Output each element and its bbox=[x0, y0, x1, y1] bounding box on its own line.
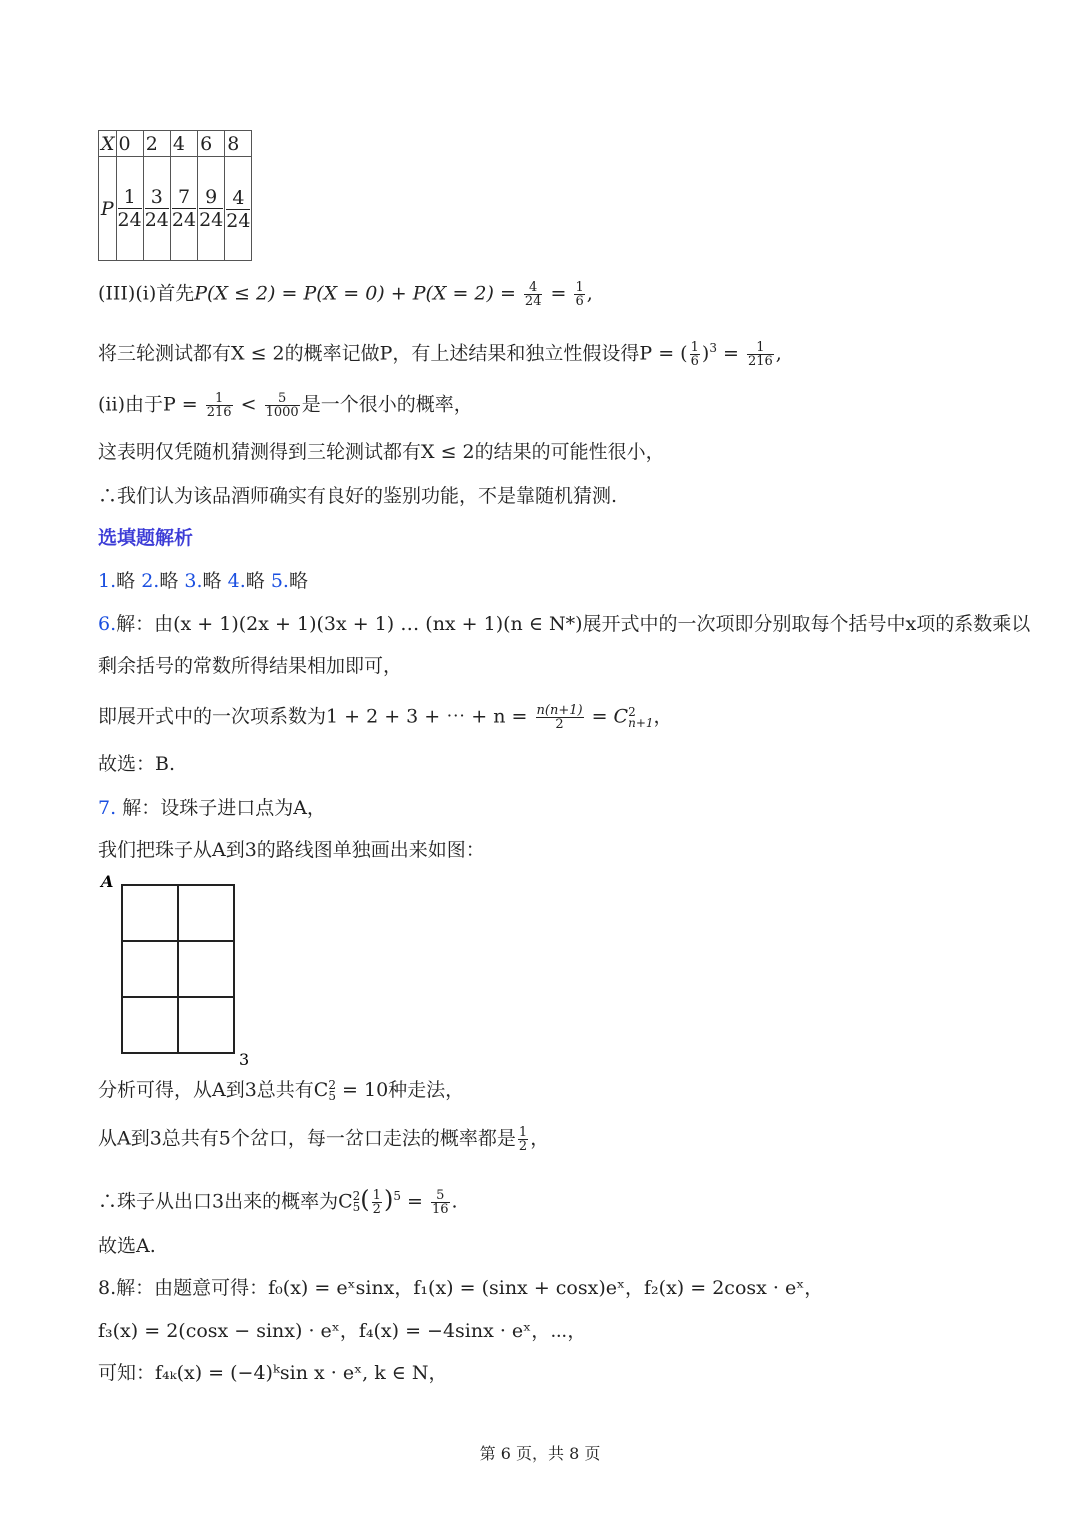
q7-answer: 故选A. bbox=[98, 1235, 156, 1257]
q6-answer: 故选：B. bbox=[98, 753, 176, 775]
table-x-value: 0 bbox=[116, 131, 143, 157]
table-p-value: $\frac{3}{24}$ bbox=[143, 157, 170, 261]
q7-line-4: 从A到3总共有5个岔口，每一岔口走法的概率都是 $\frac{1}{2}$ ， bbox=[98, 1125, 550, 1154]
table-x-value: 6 bbox=[198, 131, 225, 157]
distribution-table bbox=[98, 130, 252, 261]
q6-line-1: 6.解：由(x + 1)(2x + 1)(3x + 1) … (nx + 1)(n ∈ N*)展开式中的一次项即分别取每个括号中x项的系数乘以 bbox=[98, 613, 1031, 635]
path-grid-figure bbox=[98, 872, 258, 1072]
part3-record-line: 将三轮测试都有X ≤ 2的概率记做P，有上述结果和独立性假设得P = ( $\frac{1}{6}$ )$^3$ = $\frac{1}{216}$ , bbox=[98, 339, 782, 369]
table-p-label: P bbox=[99, 157, 117, 261]
grid-label-end: 3 bbox=[239, 1050, 250, 1069]
table-x-value: 8 bbox=[225, 131, 252, 157]
table-p-value: $\frac{1}{24}$ bbox=[116, 157, 143, 261]
table-p-value: $\frac{4}{24}$ bbox=[225, 157, 252, 261]
table-p-value: $\frac{7}{24}$ bbox=[170, 157, 197, 261]
table-row-x bbox=[99, 131, 252, 157]
q7-line-3: 分析可得，从A到3总共有C 2 5 = 10种走法， bbox=[98, 1078, 465, 1103]
page-footer: 第 6 页，共 8 页 bbox=[479, 1444, 601, 1463]
part3-conclusion-1: 这表明仅凭随机猜测得到三轮测试都有X ≤ 2的结果的可能性很小， bbox=[98, 441, 665, 463]
q7-line-1: 7. 解：设珠子进口点为A， bbox=[98, 797, 326, 819]
table-x-label: X bbox=[99, 131, 117, 157]
part3-ii-line: (ii)由于P = $\frac{1}{216}$ < $\frac{5}{1000}$ 是一个很小的概率， bbox=[98, 391, 473, 420]
section-heading: 选填题解析 bbox=[98, 527, 194, 549]
q8-line-2: f₃(x) = 2(cosx − sinx) · eˣ，f₄(x) = −4sinx · eˣ，⋯， bbox=[98, 1320, 587, 1342]
part3-i-line: (III)(i)首先P(X ≤ 2) = P(X = 0) + P(X = 2) = $\frac{4}{24}$ = $\frac{1}{6}$ , bbox=[98, 280, 593, 309]
table-x-value: 2 bbox=[143, 131, 170, 157]
q6-line-3: 即展开式中的一次项系数为1 + 2 + 3 + ⋯ + n = $\frac{n(n+1)}{2}$ = C 2 n+1 ， bbox=[98, 703, 673, 732]
grid-svg bbox=[98, 872, 258, 1072]
table-row-p bbox=[99, 157, 252, 261]
table-x-value: 4 bbox=[170, 131, 197, 157]
q6-line-2: 剩余括号的常数所得结果相加即可， bbox=[98, 655, 403, 677]
part3-conclusion-2: ∴我们认为该品酒师确实有良好的鉴别功能，不是靠随机猜测. bbox=[98, 485, 618, 507]
table-p-value: $\frac{9}{24}$ bbox=[198, 157, 225, 261]
q7-line-5: ∴珠子从出口3出来的概率为C 2 5 ( $\frac{1}{2}$ )$^5$ = $\frac{5}{16}$ . bbox=[98, 1185, 458, 1217]
q7-line-2: 我们把珠子从A到3的路线图单独画出来如图： bbox=[98, 839, 485, 861]
grid-label-start: A bbox=[101, 872, 114, 891]
q8-line-3: 可知：f₄ₖ(x) = (−4)ᵏsin x · eˣ, k ∈ N， bbox=[98, 1362, 448, 1384]
brief-answers: 1.略 2.略 3.略 4.略 5.略 bbox=[98, 570, 308, 592]
q8-line-1: 8.解：由题意可得：f₀(x) = eˣsinx，f₁(x) = (sinx + cosx)eˣ，f₂(x) = 2cosx · eˣ， bbox=[98, 1277, 824, 1299]
